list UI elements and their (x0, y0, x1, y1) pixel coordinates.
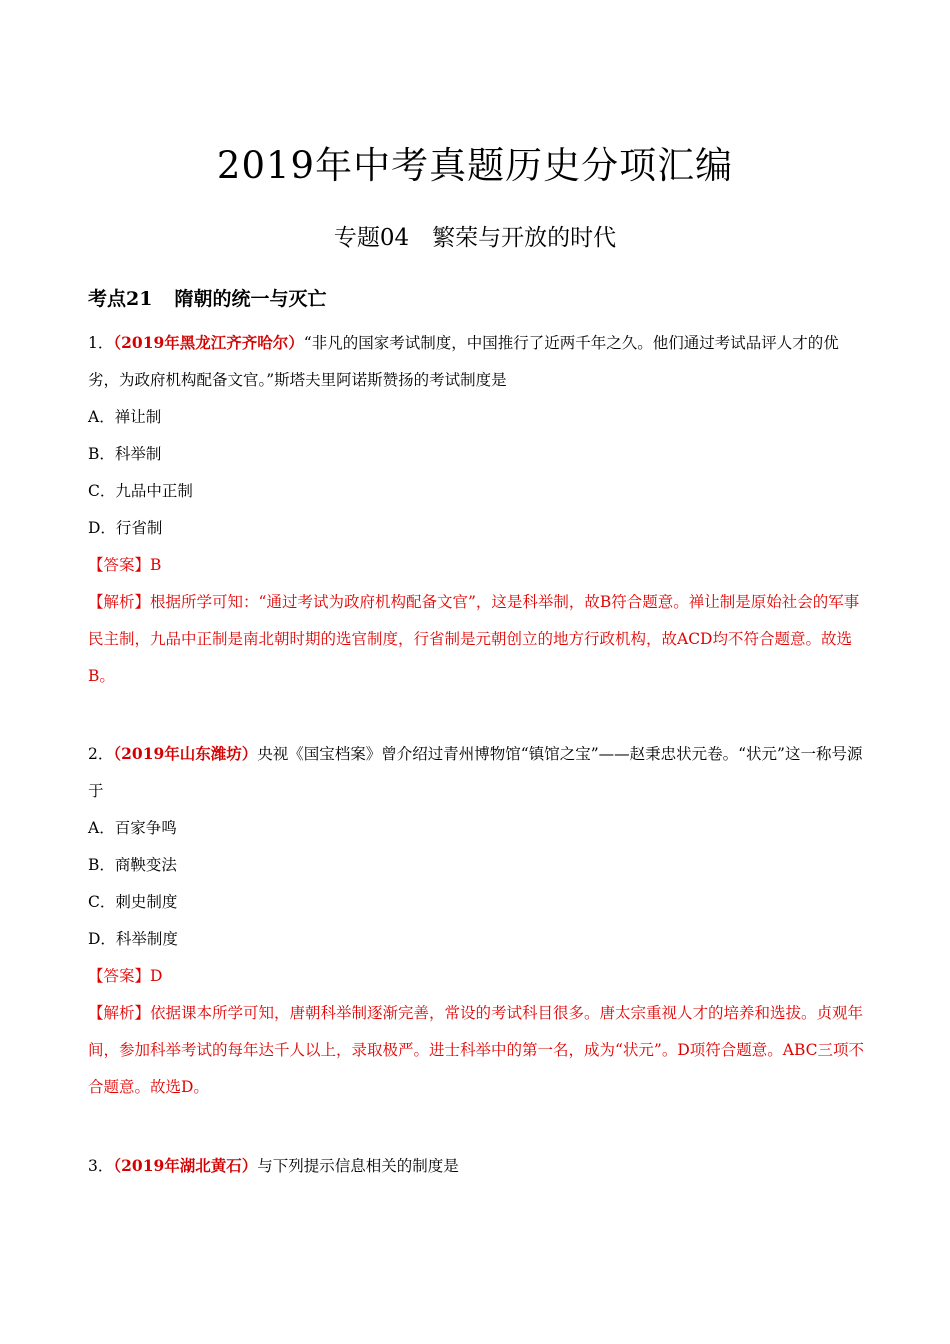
analysis-label: 【解析】 (88, 593, 151, 611)
section-title: 隋朝的统一与灭亡 (174, 288, 327, 310)
question-source: （2019年山东潍坊） (113, 744, 258, 763)
option-c: C．九品中正制 (88, 482, 193, 500)
analysis-text: 依据课本所学可知，唐朝科举制逐渐完善，常设的考试科目很多。唐太宗重视人才的培养和选拔。贞观年间，参加科举考试的每年达千人以上，录取极严。进士科举中的第一名，成为“状元”。D项符合题意。ABC三项不合题意。故选D。 (88, 1004, 865, 1096)
analysis (88, 995, 864, 1106)
question-text: 与下列提示信息相关的制度是 (257, 1157, 459, 1175)
question-number: 1． (88, 334, 114, 352)
answer-value: D (150, 967, 163, 985)
question-stem (88, 735, 864, 810)
question-stem (88, 324, 864, 399)
option-b: B．商鞅变法 (88, 856, 177, 874)
analysis (88, 584, 864, 695)
answer (88, 958, 864, 995)
answer-label: 【答案】 (88, 967, 151, 985)
answer-value: B (150, 556, 162, 574)
question-source: （2019年湖北黄石） (113, 1156, 258, 1175)
analysis-label: 【解析】 (88, 1004, 151, 1022)
question-3 (88, 1147, 864, 1185)
question-2 (88, 735, 864, 1106)
answer-label: 【答案】 (88, 556, 151, 574)
question-number: 3． (88, 1157, 114, 1175)
option-c: C．刺史制度 (88, 893, 178, 911)
option-a: A．禅让制 (88, 408, 162, 426)
option-d: D．科举制度 (88, 930, 178, 948)
option-d: D．行省制 (88, 519, 163, 537)
question-number: 2． (88, 745, 114, 763)
option-a: A．百家争鸣 (88, 819, 177, 837)
section-label: 考点21 (88, 288, 153, 310)
question-1 (88, 324, 864, 695)
question-text: 央视《国宝档案》曾介绍过青州博物馆“镇馆之宝”——赵秉忠状元卷。“状元”这一称号源于 (88, 745, 863, 800)
question-source: （2019年黑龙江齐齐哈尔） (113, 333, 304, 352)
section-heading (88, 285, 326, 313)
option-b: B．科举制 (88, 445, 162, 463)
question-text: “非凡的国家考试制度，中国推行了近两千年之久。他们通过考试品评人才的优劣，为政府机构配备文官。”斯塔夫里阿诺斯赞扬的考试制度是 (88, 334, 839, 389)
document-subtitle: 专题04 繁荣与开放的时代 (333, 225, 617, 251)
analysis-text: 根据所学可知：“通过考试为政府机构配备文官”，这是科举制，故B符合题意。禅让制是原始社会的军事民主制，九品中正制是南北朝时期的选官制度，行省制是元朝创立的地方行政机构，故ACD均不符合题意。故选B。 (88, 593, 860, 685)
question-stem (88, 1147, 864, 1185)
document-title: 2019年中考真题历史分项汇编 (216, 144, 734, 187)
answer (88, 547, 864, 584)
